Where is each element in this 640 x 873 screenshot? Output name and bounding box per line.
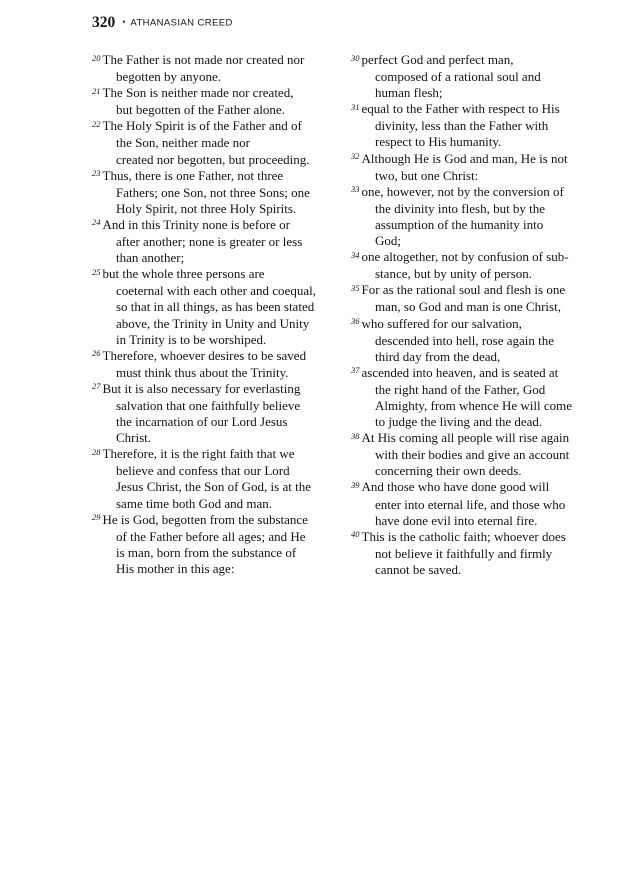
verse-continuation-line: to judge the living and the dead. [375, 414, 543, 430]
verse-continuation-line: two, but one Christ: [375, 167, 479, 183]
verse-38 [351, 430, 594, 479]
verse-continuation-line: Jesus Christ, the Son of God, is at the [116, 479, 311, 495]
verse-number: 33 [351, 184, 360, 195]
verse-25 [92, 266, 335, 347]
verse-continuation-line: composed of a rational soul and [375, 69, 541, 85]
verse-continuation-line: divinity, less than the Father with [375, 118, 549, 134]
verse-continuation-line: in Trinity is to be worshiped. [116, 331, 267, 347]
verse-continuation-line: Fathers; one Son, not three Sons; one [116, 184, 310, 200]
verse-continuation-line: coeternal with each other and coequal, [116, 283, 316, 299]
verse-first-line: $^{31}$ equal to the Father with respect to His [351, 101, 560, 117]
verse-continuation-line: same time both God and man. [116, 495, 272, 511]
verse-number: 35 [351, 282, 360, 293]
verse-23 [92, 168, 335, 217]
verse-first-line: $^{26}$ Therefore, whoever desires to be saved [92, 347, 307, 363]
left-column [92, 52, 335, 577]
verse-number: 27 [92, 381, 101, 392]
verse-number: 20 [92, 52, 101, 63]
verse-continuation-line: assumption of the humanity into [375, 216, 544, 232]
verse-continuation-line: descended into hell, rose again the [375, 332, 555, 348]
verse-continuation-line: stance, but by unity of person. [375, 266, 533, 282]
verse-21 [92, 85, 335, 118]
verse-first-line: $^{29}$ He is God, begotten from the substance [92, 511, 308, 527]
verse-36 [351, 316, 594, 365]
verse-number: 32 [351, 151, 360, 162]
verse-31 [351, 101, 594, 150]
verse-first-line: $^{22}$ The Holy Spirit is of the Father and of [92, 118, 302, 134]
running-head [92, 14, 594, 32]
verse-number: 24 [92, 217, 101, 228]
verse-continuation-line: created nor begotten, but proceeding. [116, 151, 310, 167]
verse-number: 34 [351, 249, 360, 260]
verse-number: 40 [351, 529, 360, 540]
verse-continuation-line: not believe it faithfully and firmly [375, 545, 553, 561]
verse-continuation-line: with their bodies and give an account [375, 447, 570, 463]
verse-continuation-line: is man, born from the substance of [116, 544, 297, 560]
verse-first-line: $^{39}$ And those who have done good will [351, 479, 550, 495]
verse-continuation-line: human flesh; [375, 85, 443, 101]
verse-28 [92, 446, 335, 511]
verse-continuation-line: respect to His humanity. [375, 134, 502, 150]
verse-continuation-line: third day from the dead, [375, 348, 501, 364]
verse-first-line: $^{34}$ one altogether, not by confusion of sub- [351, 249, 569, 265]
verse-first-line: $^{37}$ ascended into heaven, and is seated at [351, 364, 559, 380]
verse-continuation-line: must think thus about the Trinity. [116, 364, 289, 380]
verse-continuation-line: but begotten of the Father alone. [116, 102, 285, 118]
verse-32 [351, 151, 594, 184]
page-number: 320 [92, 14, 116, 31]
verse-continuation-line: concerning their own deeds. [375, 463, 522, 479]
verse-continuation-line: God; [375, 233, 401, 249]
verse-continuation-line: after another; none is greater or less [116, 234, 303, 250]
page-title: ATHANASIAN CREED [130, 17, 233, 29]
verse-first-line: $^{28}$ Therefore, it is the right faith that we [92, 446, 295, 462]
verse-number: 39 [351, 479, 360, 490]
verse-26 [92, 348, 335, 381]
verse-continuation-line: so that in all things, as has been stated [116, 299, 315, 315]
verse-number: 25 [92, 266, 101, 277]
verse-27 [92, 381, 335, 446]
verse-20 [92, 52, 335, 85]
verse-first-line: $^{25}$ but the whole three persons are [92, 266, 265, 282]
verse-first-line: $^{32}$ Although He is God and man, He is not [351, 150, 568, 166]
verse-continuation-line: Christ. [116, 430, 152, 446]
verse-continuation-line: begotten by anyone. [116, 69, 222, 85]
verse-first-line: $^{33}$ one, however, not by the conversion of [351, 183, 564, 199]
verse-29 [92, 512, 335, 577]
verse-30 [351, 52, 594, 101]
verse-35 [351, 282, 594, 315]
verse-first-line: $^{38}$ At His coming all people will rise again [351, 430, 570, 446]
verse-continuation-line: Holy Spirit, not three Holy Spirits. [116, 200, 297, 216]
verse-number: 31 [351, 101, 360, 112]
verse-first-line: $^{40}$ This is the catholic faith; whoever does [351, 528, 566, 544]
verse-34 [351, 249, 594, 282]
verse-40 [351, 529, 594, 578]
verse-continuation-line: the incarnation of our Lord Jesus [116, 414, 288, 430]
verse-number: 23 [92, 168, 101, 179]
verse-first-line: $^{20}$ The Father is not made nor created nor [92, 52, 305, 67]
verse-33 [351, 184, 594, 249]
verse-continuation-line: man, so God and man is one Christ, [375, 299, 561, 315]
verse-number: 29 [92, 512, 101, 523]
verse-continuation-line: cannot be saved. [375, 561, 462, 577]
verse-continuation-line: the right hand of the Father, God [375, 381, 546, 397]
verse-first-line: $^{36}$ who suffered for our salvation, [351, 315, 522, 331]
verse-continuation-line: than another; [116, 250, 185, 266]
verse-first-line: $^{30}$ perfect God and perfect man, [351, 52, 514, 67]
verse-continuation-line: believe and confess that our Lord [116, 463, 290, 479]
verse-first-line: $^{23}$ Thus, there is one Father, not three [92, 167, 284, 183]
verse-24 [92, 217, 335, 266]
verse-number: 26 [92, 348, 101, 359]
verse-number: 36 [351, 316, 360, 326]
verse-22 [92, 118, 335, 167]
verse-number: 38 [351, 430, 360, 441]
verse-number: 21 [92, 85, 101, 96]
verse-continuation-line: salvation that one faithfully believe [116, 397, 301, 413]
verse-continuation-line: His mother in this age: [116, 560, 235, 576]
verse-continuation-line: of the Father before all ages; and He [116, 528, 306, 544]
verse-37 [351, 365, 594, 430]
verse-continuation-line: the Son, neither made nor [116, 135, 250, 151]
verse-number: 30 [351, 52, 360, 63]
verse-continuation-line: enter into eternal life, and those who [375, 496, 566, 512]
separator-bullet: • [122, 16, 126, 27]
verse-number: 22 [92, 118, 101, 129]
right-column [351, 52, 594, 578]
creed-text [92, 52, 594, 578]
verse-first-line: $^{21}$ The Son is neither made nor created, [92, 85, 294, 101]
verse-continuation-line: the divinity into flesh, but by the [375, 200, 546, 216]
verse-continuation-line: above, the Trinity in Unity and Unity [116, 315, 310, 331]
verse-number: 28 [92, 446, 101, 457]
verse-first-line: $^{27}$ But it is also necessary for everlasting [92, 380, 301, 396]
verse-continuation-line: Almighty, from whence He will come [375, 397, 572, 413]
verse-first-line: $^{35}$ For as the rational soul and flesh is one [351, 282, 566, 298]
verse-39 [351, 479, 594, 528]
verse-first-line: $^{24}$ And in this Trinity none is before or [92, 216, 290, 232]
verse-number: 37 [351, 365, 360, 376]
verse-continuation-line: have done evil into eternal fire. [375, 512, 538, 528]
